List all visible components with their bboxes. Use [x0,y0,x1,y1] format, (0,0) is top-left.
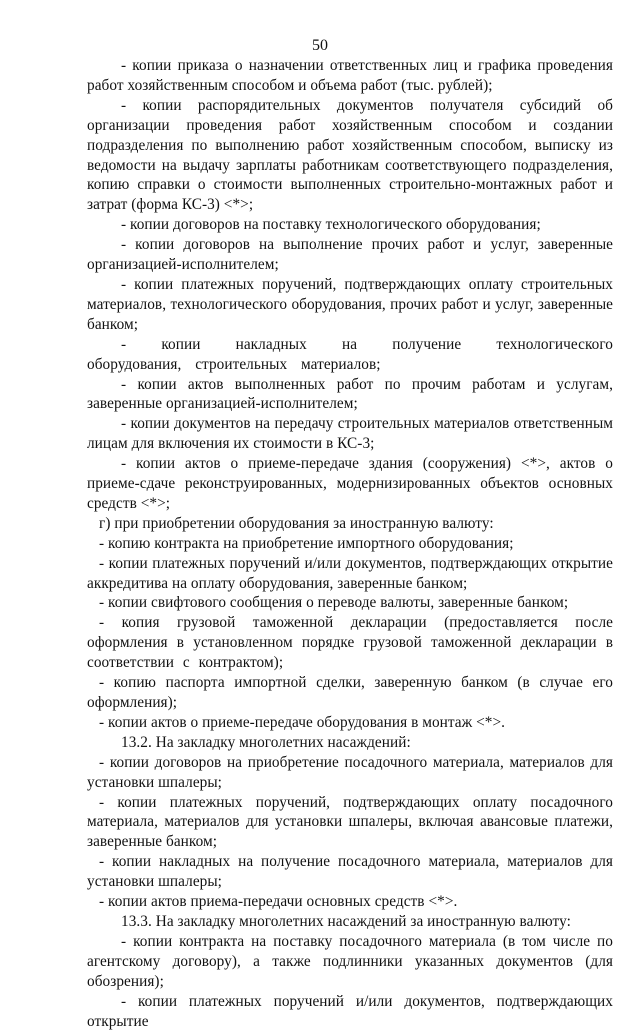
paragraph-equipment-supply-contracts: - копии договоров на поставку технологического оборудования; [121,216,541,234]
section-13-2-heading: 13.2. На закладку многолетних насаждений: [121,733,411,751]
paragraph-letter-of-credit: - копии платежных поручений и/или документов, подтверждающих открытие аккредитива на оплату оборудования, заверенные банком; [87,554,613,592]
paragraph-fixed-assets-acts: - копии актов приема-передачи основных средств <*>. [99,893,458,911]
paragraph-customs-declaration: - копия грузовой таможенной декларации (предоставляется после оформления в установленном порядке грузовой таможенной декларации в соответствии с контрактом); [87,614,613,672]
paragraph-import-contract: - копию контракта на приобретение импортного оборудования; [99,534,514,552]
paragraph-materials-transfer: - копии документов на передачу строительных материалов ответственным лицам для включения их стоимости в КС-3; [87,415,613,453]
paragraph-payment-orders-truncated: - копии платежных поручений и/или документов, подтверждающих открытие [87,992,613,1030]
paragraph-planting-waybills: - копии накладных на получение посадочного материала, материалов для установки шпалеры; [87,853,613,891]
paragraph-completed-works-acts: - копии актов выполненных работ по прочим работам и услугам, заверенные организацией-исполнителем; [87,375,613,413]
paragraph-installation-acts: - копии актов о приеме-передаче оборудования в монтаж <*>. [99,713,506,731]
paragraph-planting-supply-contract: - копии контракта на поставку посадочного материала (в том числе по агентскому договору), а также подлинники указанных документов (для обозрения); [87,932,613,990]
paragraph-administrative-documents: - копии распорядительных документов получателя субсидий об организации проведения работ хозяйственным способом и создании подразделения по выполнению работ хозяйственным способом, выписку из ведомости на выдачу зарплаты работникам соответствующего подразделения, копию справки о стоимости выполненных строительно-монтажных работ и затрат (форма КС-3) <*>; [87,96,613,214]
page-number: 50 [312,37,328,54]
paragraph-planting-material-contracts: - копии договоров на приобретение посадочного материала, материалов для установки шпалеры; [87,753,613,791]
paragraph-waybills: - копии накладных на получение технологического оборудования, строительных материалов; [87,335,613,373]
document-body [87,56,613,1031]
paragraph-building-acceptance-acts: - копии актов о приеме-передаче здания (сооружения) <*>, актов о приеме-сдаче реконструированных, модернизированных объектов основных средств <*>; [87,455,613,512]
paragraph-planting-payment-orders: - копии платежных поручений, подтверждающих оплату посадочного материала, материалов для установки шпалеры, включая авансовые платежи, заверенные банком; [87,793,613,851]
paragraph-import-passport: - копию паспорта импортной сделки, заверенную банком (в случае его оформления); [87,674,613,711]
paragraph-foreign-currency-heading: г) при приобретении оборудования за иностранную валюту: [99,514,494,532]
section-13-3-heading: 13.3. На закладку многолетних насаждений за иностранную валюту: [121,912,571,930]
paragraph-payment-orders: - копии платежных поручений, подтверждающих оплату строительных материалов, технологического оборудования, прочих работ и услуг, заверенные банком; [87,275,613,333]
paragraph-swift-message: - копии свифтового сообщения о переводе валюты, заверенные банком; [99,594,569,612]
paragraph-other-works-contracts: - копии договоров на выполнение прочих работ и услуг, заверенные организацией-исполнителем; [87,236,613,274]
paragraph-order-copies: - копии приказа о назначении ответственных лиц и графика проведения работ хозяйственным способом и объема работ (тыс. рублей); [87,57,613,94]
